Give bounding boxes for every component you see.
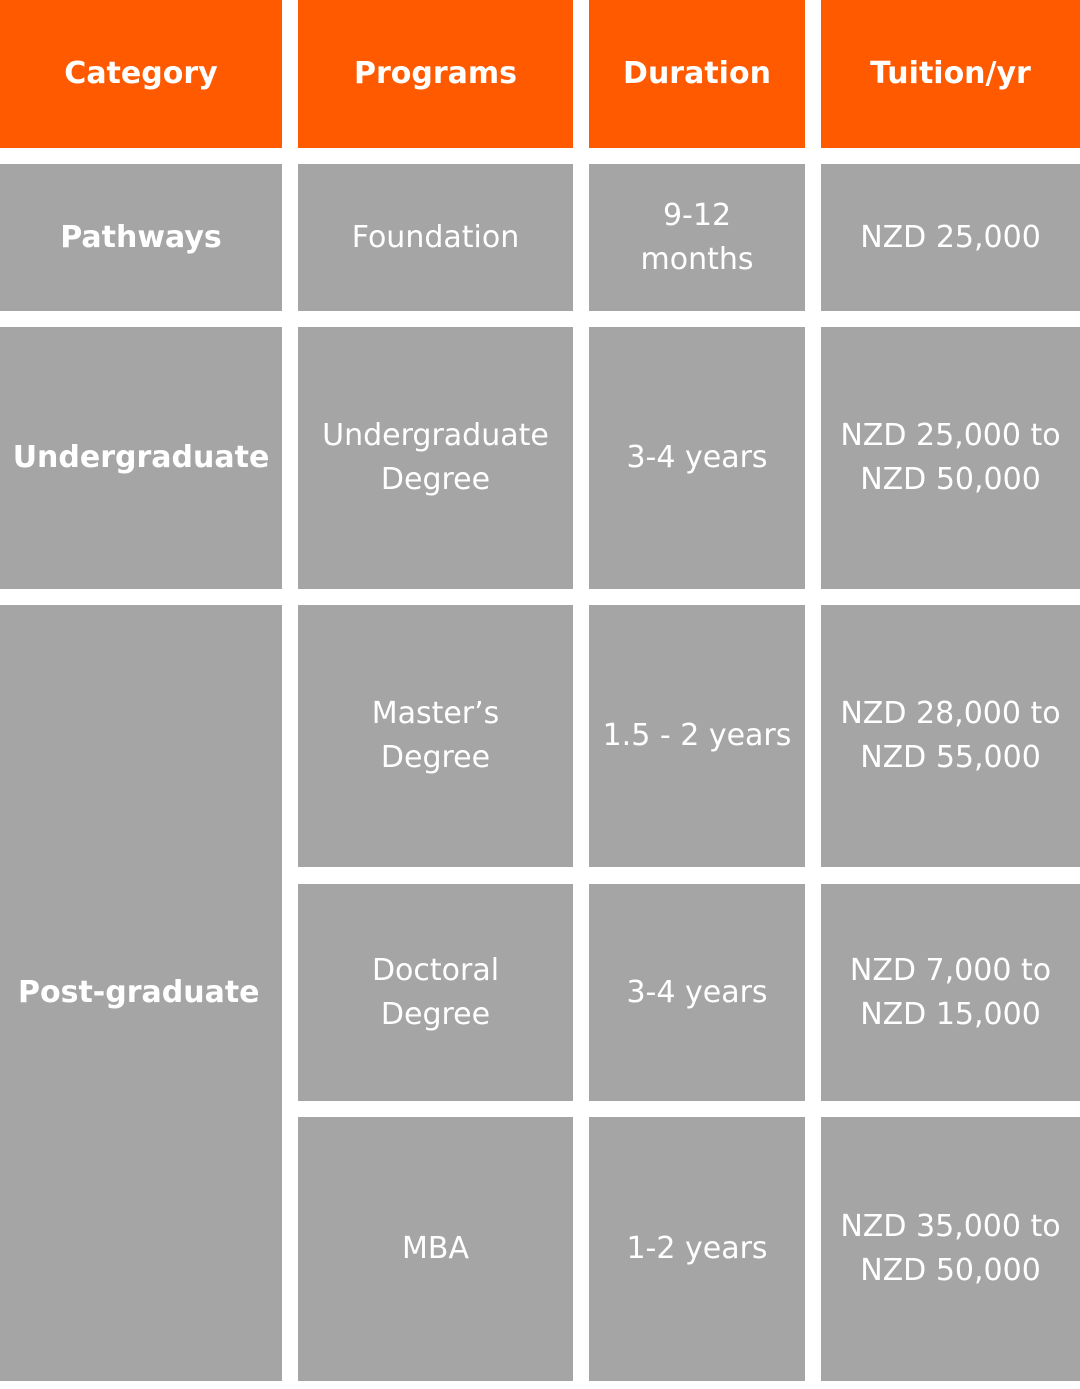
category-post-graduate: Post-graduate: [0, 605, 282, 1381]
tuition-cell: NZD 7,000 to NZD 15,000: [821, 884, 1080, 1101]
header-programs: Programs: [298, 0, 573, 148]
program-cell: Master’s Degree: [298, 605, 573, 867]
program-cell: Doctoral Degree: [298, 884, 573, 1101]
header-category: Category: [0, 0, 282, 148]
tuition-cell: NZD 35,000 to NZD 50,000: [821, 1117, 1080, 1381]
tuition-cell: NZD 25,000: [821, 164, 1080, 311]
duration-cell: 1-2 years: [589, 1117, 805, 1381]
duration-cell: 9-12 months: [589, 164, 805, 311]
duration-cell: 1.5 - 2 years: [589, 605, 805, 867]
tuition-cell: NZD 28,000 to NZD 55,000: [821, 605, 1080, 867]
tuition-cell: NZD 25,000 to NZD 50,000: [821, 327, 1080, 589]
header-tuition: Tuition/yr: [821, 0, 1080, 148]
program-cell: Foundation: [298, 164, 573, 311]
category-pathways: Pathways: [0, 164, 282, 311]
program-cell: MBA: [298, 1117, 573, 1381]
header-duration: Duration: [589, 0, 805, 148]
category-undergraduate: Undergraduate: [0, 327, 282, 589]
duration-cell: 3-4 years: [589, 884, 805, 1101]
duration-cell: 3-4 years: [589, 327, 805, 589]
program-cell: Undergraduate Degree: [298, 327, 573, 589]
